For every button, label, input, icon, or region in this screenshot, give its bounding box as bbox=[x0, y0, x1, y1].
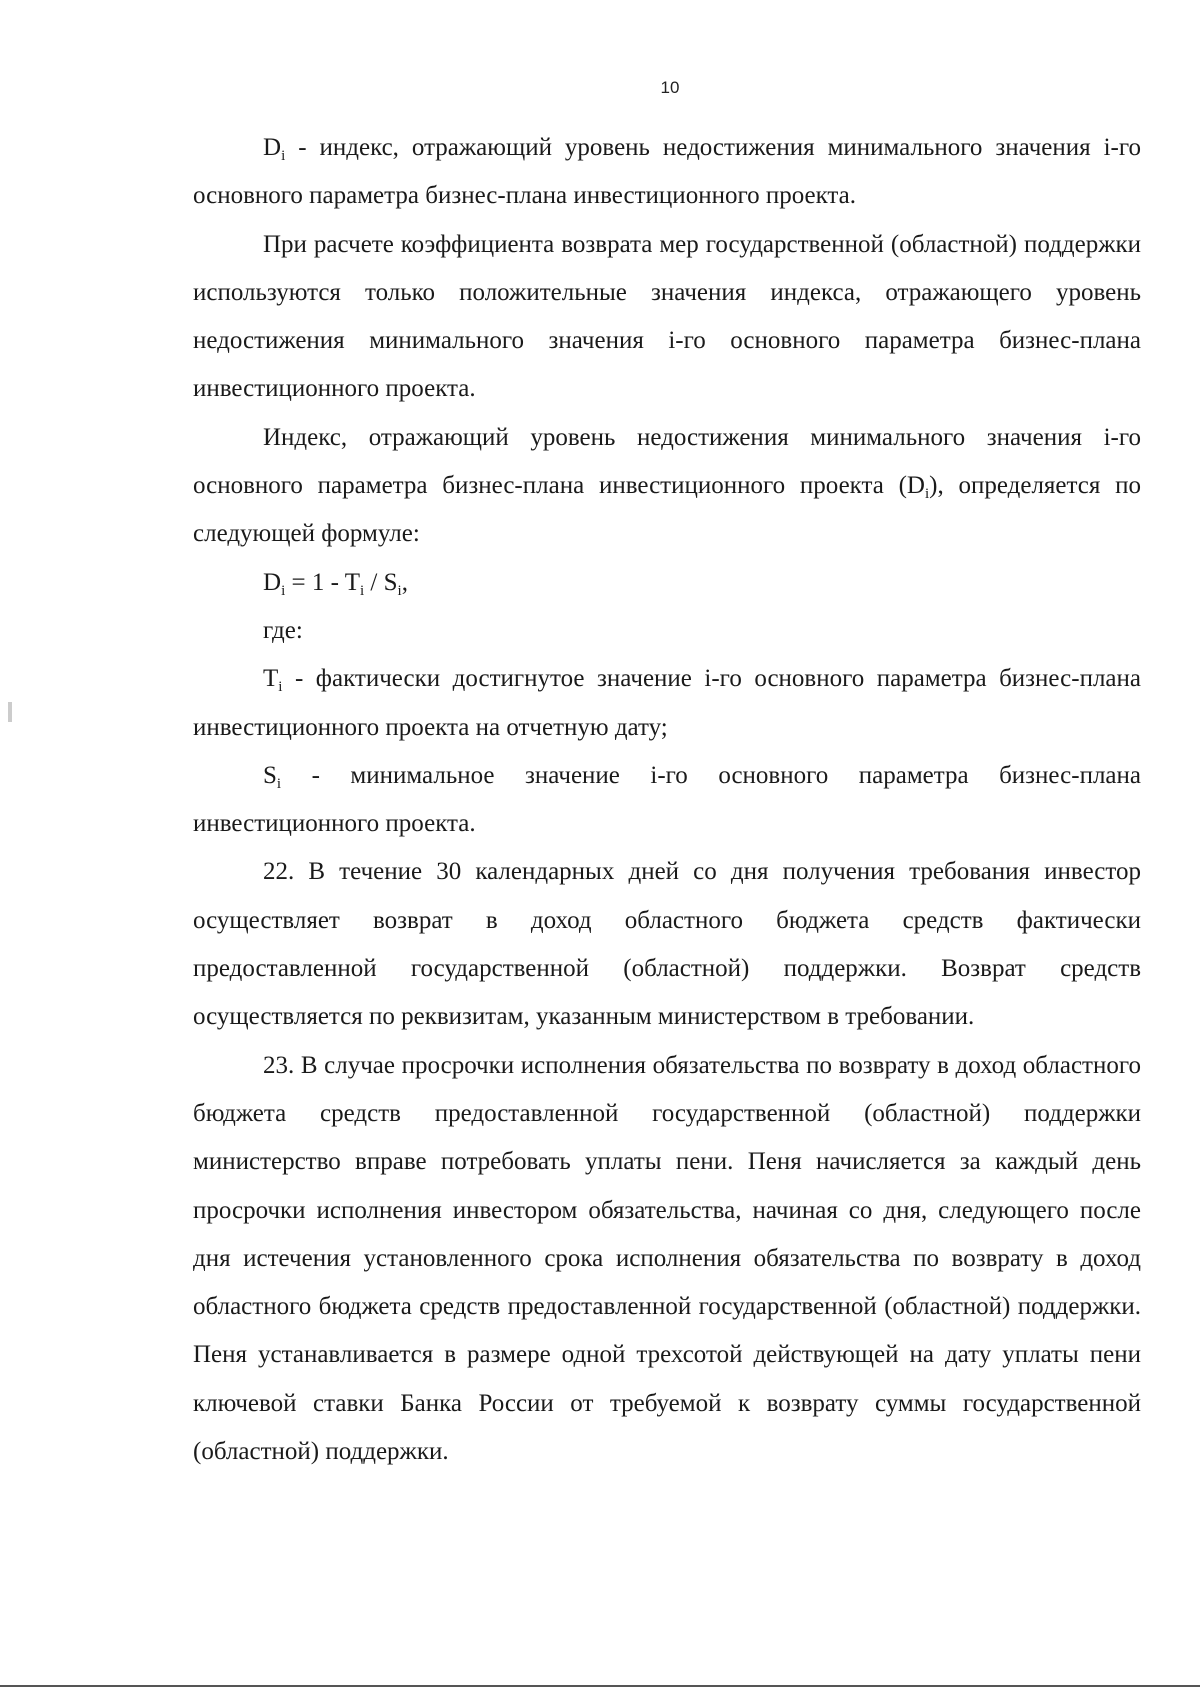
paragraph-index-formula-intro bbox=[193, 414, 1141, 559]
document-body bbox=[193, 124, 1141, 1476]
subscript-i: i bbox=[278, 679, 283, 696]
formula-lhs: D bbox=[263, 568, 282, 596]
symbol-d: D bbox=[263, 134, 282, 161]
scan-mark bbox=[8, 702, 12, 722]
where-label: где: bbox=[263, 616, 303, 644]
intro-text-after: ), определяется по следующей формуле: bbox=[193, 472, 1142, 548]
bottom-rule bbox=[0, 1685, 1200, 1687]
definition-di bbox=[193, 124, 1141, 221]
formula bbox=[193, 559, 1141, 607]
symbol-d: D bbox=[906, 472, 925, 500]
formula-lhs-subscript: i bbox=[281, 582, 286, 599]
formula-operator-1: = 1 - bbox=[285, 568, 345, 596]
formula-s-subscript: i bbox=[397, 582, 402, 599]
symbol-s: S bbox=[263, 761, 277, 789]
formula-end: , bbox=[401, 568, 408, 596]
formula-t-subscript: i bbox=[360, 582, 365, 599]
definition-si-text: - минимальное значение i-го основного параметра бизнес-плана инвестиционного проекта. bbox=[193, 761, 1141, 838]
page-number: 10 bbox=[660, 78, 680, 97]
definition-di-text: - индекс, отражающий уровень недостижения минимального значения i-го основного параметра бизнес-плана инвестиционного проекта. bbox=[193, 134, 1141, 210]
subscript-i: i bbox=[276, 775, 282, 792]
definition-ti-text: - фактически достигнутое значение i-го основного параметра бизнес-плана инвестиционного проекта на отчетную дату; bbox=[193, 665, 1141, 741]
paragraph-coefficient-note: При расчете коэффициента возврата мер государственной (областной) поддержки используются только положительные значения индекса, отражающего уровень недостижения минимального значения i-го основного параметра бизнес-плана инвестиционного проекта. bbox=[193, 230, 1141, 403]
clause-23: 23. В случае просрочки исполнения обязательства по возврату в доход областного бюджета средств предоставленной государственной (областной) поддержки министерство вправе потребовать уплаты пени. Пеня начисляется за каждый день просрочки исполнения инвестором обязательства, начиная со дня, следующего после дня истечения установленного срока исполнения обязательства по возврату в доход областного бюджета средств предоставленной государственной (областной) поддержки. Пеня устанавливается в размере одной трехсотой действующей на дату уплаты пени ключевой ставки Банка России от требуемой к возврату суммы государственной (областной) поддержки. bbox=[193, 1051, 1141, 1466]
formula-operator-2: / bbox=[364, 568, 384, 596]
clause-22: 22. В течение 30 календарных дней со дня получения требования инвестор осуществляет возврат в доход областного бюджета средств фактически предоставленной государственной (областной) поддержки. Возврат средств осуществляется по реквизитам, указанным министерством в требовании. bbox=[193, 858, 1141, 1031]
intro-text-before: Индекс, отражающий уровень недостижения минимального значения i-го основного параметра бизнес-плана инвестиционного проекта ( bbox=[193, 423, 1141, 500]
formula-s: S bbox=[383, 568, 398, 596]
definition-si bbox=[193, 752, 1141, 849]
symbol-t: T bbox=[263, 665, 279, 693]
subscript-i: i bbox=[281, 148, 286, 164]
subscript-i: i bbox=[924, 486, 930, 503]
formula-t: T bbox=[344, 568, 360, 596]
definition-ti bbox=[193, 655, 1141, 752]
